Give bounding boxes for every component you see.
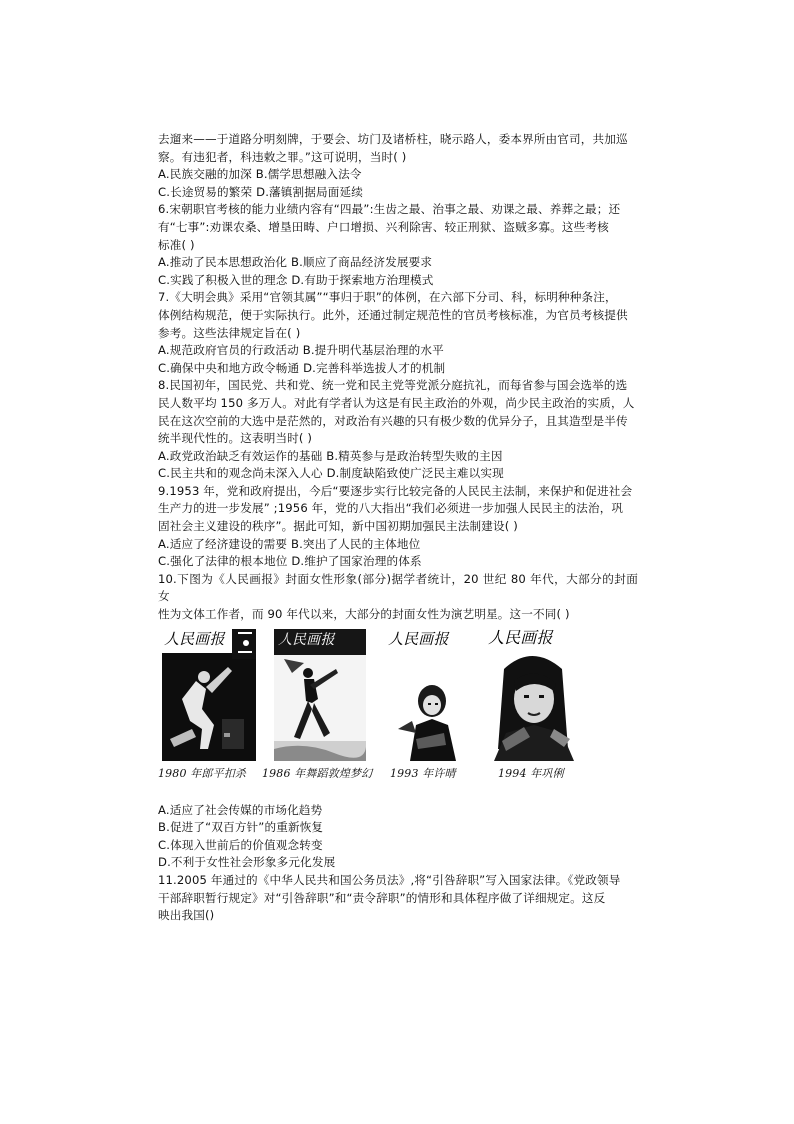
q8-stem-line-4: 统半现代性的。这表明当时( ) [158, 431, 313, 446]
cover-1993 [386, 629, 476, 761]
q8-option-ab: A.政党政治缺乏有效运作的基础 B.精英参与是政治转型失败的主因 [158, 448, 503, 463]
q9-option-cd: C.强化了法律的根本地位 D.维护了国家治理的体系 [158, 554, 422, 569]
q11-stem-line-1: 11.2005 年通过的《中华人民共和国公务员法》,将“引咎辞职”写入国家法律。《党政领导 [158, 873, 621, 887]
q10-stem-line-2: 性为文体工作者，而 90 年代以来，大部分的封面女性为演艺明星。这一不同( ) [158, 607, 570, 622]
cover-1994 [484, 629, 580, 761]
q7-option-ab: A.规范政府官员的行政活动 B.提升明代基层治理的水平 [158, 343, 444, 358]
cover-1986 [274, 629, 366, 761]
q6-option-ab: A.推动了民本思想政治化 B.顺应了商品经济发展要求 [158, 255, 433, 270]
q7-option-cd: C.确保中央和地方政令畅通 D.完善科举选拔人才的机制 [158, 360, 446, 375]
q7-stem-line-3: 参考。这些法律规定旨在( ) [158, 325, 301, 340]
q10-option-c: C.体现入世前后的价值观念转变 [158, 837, 323, 852]
cover-1994-caption: 1994 年巩俐 [498, 766, 564, 780]
q8-stem-line-3: 民在这次空前的大选中是茫然的，对政治有兴趣的只有极少数的优异分子，且其造型是半传 [158, 413, 628, 428]
cover-1980-caption: 1980 年郎平扣杀 [158, 766, 246, 780]
q6-stem-line-1: 6.宋朝职官考核的能力业绩内容有“四最”:生齿之最、治事之最、劝课之最、养葬之最；还 [158, 202, 621, 217]
q9-stem-line-1: 9.1953 年，党和政府提出，今后“要逐步实行比较完备的人民民主法制，来保护和促进社会 [158, 483, 633, 498]
q5-option-cd: C.长途贸易的繁荣 D.藩镇割据局面延续 [158, 184, 363, 199]
cover-1994-image [484, 629, 580, 761]
q5-option-ab: A.民族交融的加深 B.儒学思想融入法令 [158, 167, 362, 182]
cover-1994-masthead: 人民画报 [488, 627, 553, 647]
q7-stem-line-2: 体例结构规范，便于实际执行。此外，还通过制定规范性的官员考核标准，为官员考核提供 [158, 307, 628, 322]
q9-stem-line-3: 固社会主义建设的秩序”。据此可知，新中国初期加强民主法制建设( ) [158, 519, 518, 534]
q6-option-cd: C.实践了积极入世的理念 D.有助于探索地方治理模式 [158, 272, 434, 287]
cover-1986-masthead: 人民画报 [278, 631, 335, 648]
q7-stem-line-1: 7.《大明会典》采用“官领其属”“事归于职”的体例，在六部下分司、科，标明种种条注， [158, 290, 617, 305]
cover-1980-masthead: 人民画报 [164, 629, 225, 648]
q8-option-cd: C.民主共和的观念尚未深入人心 D.制度缺陷致使广泛民主难以实现 [158, 466, 504, 481]
cover-1993-masthead: 人民画报 [388, 629, 449, 648]
q5-tail-line-1: 去遛来——于道路分明刻牌，于要会、坊门及诸桥柱，晓示路人，委本界所由官司，共加巡 [158, 132, 628, 146]
q6-stem-line-3: 标准( ) [158, 237, 195, 252]
q10-option-a: A.适应了社会传媒的市场化趋势 [158, 802, 323, 817]
q11-stem-line-3: 映出我国() [158, 908, 215, 923]
q10-option-d: D.不利于女性社会形象多元化发展 [158, 855, 336, 870]
exam-page [158, 131, 638, 925]
cover-1980-image [162, 629, 256, 761]
q6-stem-line-2: 有“七事”:劝课农桑、增垦田畴、户口增损、兴利除害、较正刑狱、盗贼多寡。这些考核 [158, 219, 609, 234]
q11-stem-line-2: 干部辞职暂行规定》对“引咎辞职”和“责令辞职”的情形和具体程序做了详细规定。这反 [158, 890, 606, 905]
q8-stem-line-1: 8.民国初年，国民党、共和党、统一党和民主党等党派分庭抗礼，而每省参与国会选举的选 [158, 378, 628, 393]
q9-option-ab: A.适应了经济建设的需要 B.突出了人民的主体地位 [158, 536, 421, 551]
cover-1980 [162, 629, 256, 761]
cover-1993-image [386, 629, 476, 761]
q10-stem-line-1: 10.下图为《人民画报》封面女性形象(部分)据学者统计，20 世纪 80 年代，大部分的封面女 [158, 571, 638, 604]
magazine-covers-figure [158, 627, 638, 802]
cover-1986-caption: 1986 年舞蹈敦煌梦幻 [262, 766, 373, 780]
q8-stem-line-2: 民人数平均 150 多万人。对此有学者认为这是有民主政治的外观，尚少民主政治的实质，人 [158, 395, 635, 410]
q5-tail-line-2: 察。有违犯者，科违敕之罪。”这可说明，当时( ) [158, 149, 407, 164]
cover-1993-caption: 1993 年许晴 [390, 766, 456, 780]
q9-stem-line-2: 生产力的进一步发展” ;1956 年，党的八大指出“我们必须进一步加强人民民主的法治，巩 [158, 501, 624, 516]
q10-option-b: B.促进了“双百方针”的重新恢复 [158, 820, 324, 835]
